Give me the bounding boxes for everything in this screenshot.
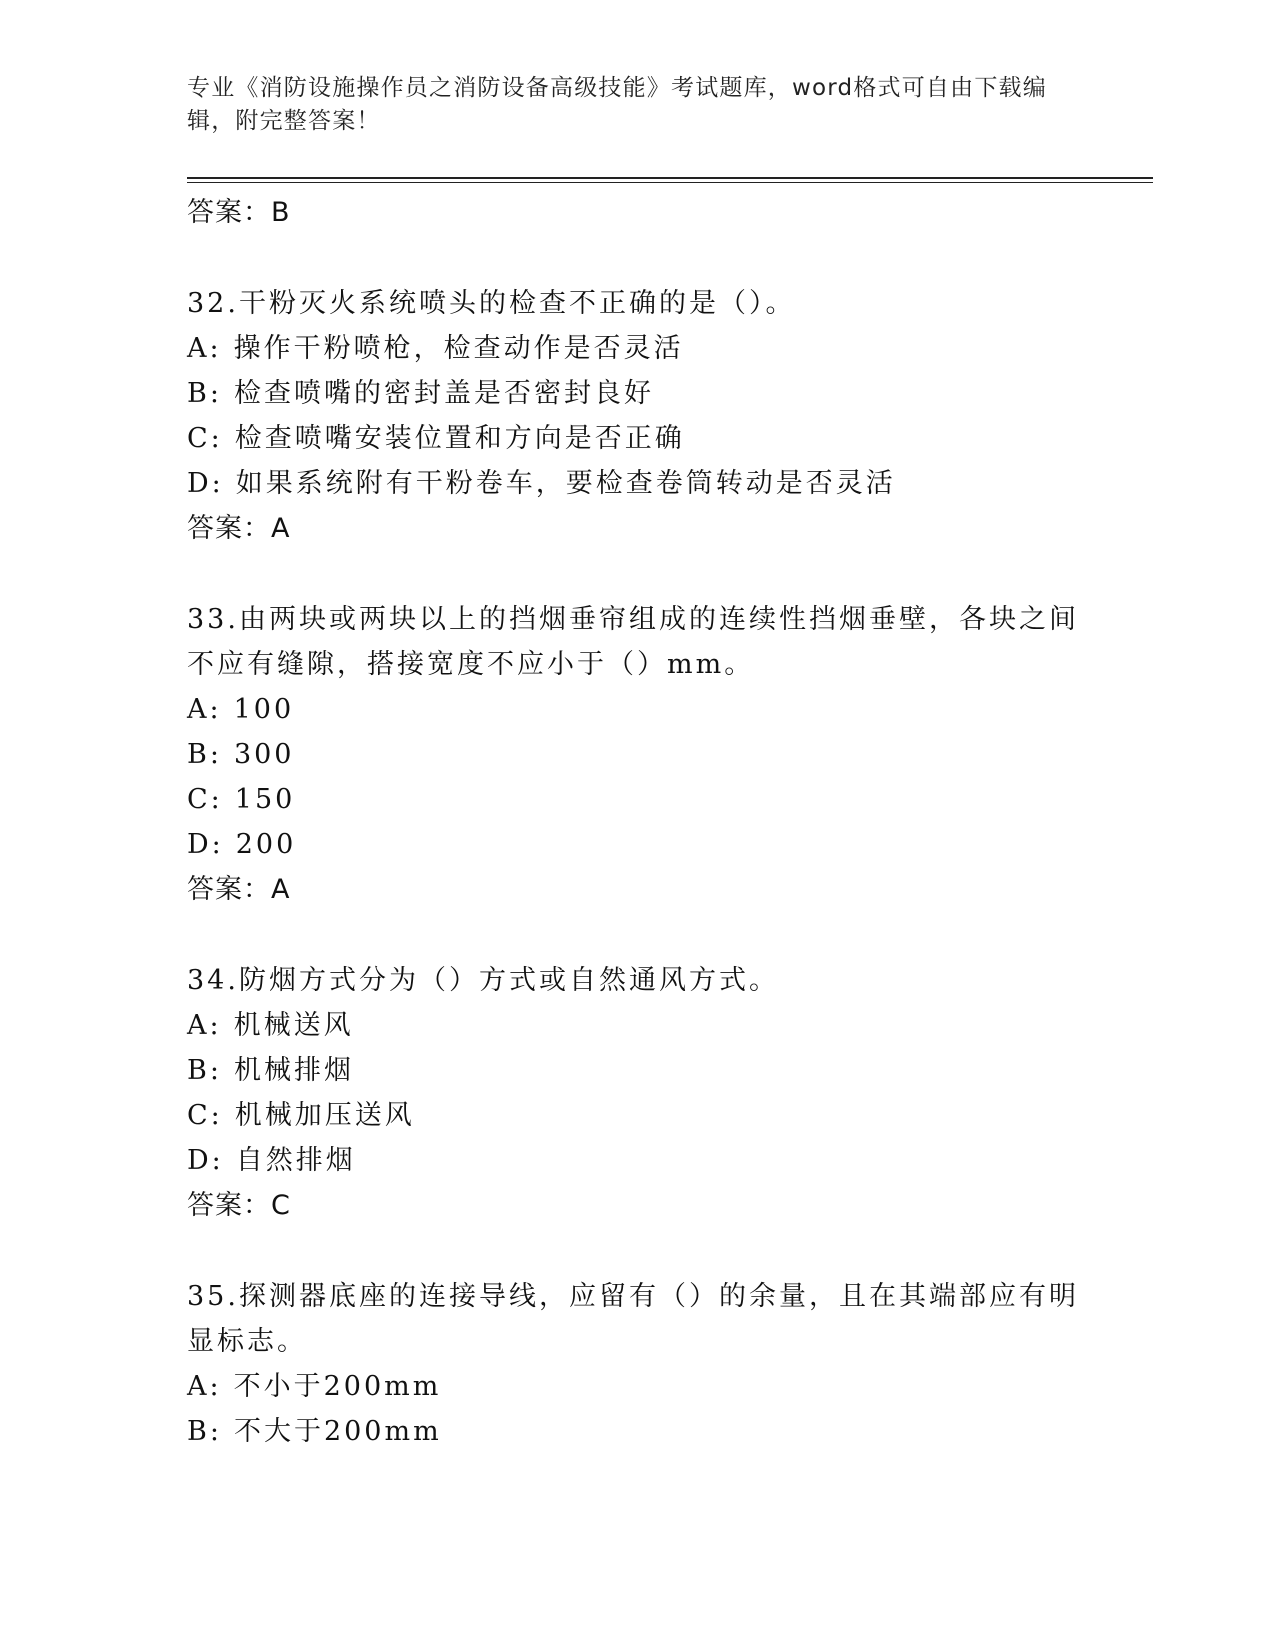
question-text (187, 1274, 1087, 1364)
option-text: 200 (235, 829, 297, 860)
option-c (187, 1093, 1087, 1138)
spacer (187, 912, 1087, 958)
option-text: 150 (234, 784, 296, 815)
option-text: 检查喷嘴安装位置和方向是否正确 (234, 423, 685, 454)
option-label: D: (187, 1145, 224, 1176)
question-text (187, 958, 1087, 1003)
option-label: A: (187, 1371, 222, 1402)
option-text: 机械加压送风 (234, 1100, 415, 1131)
question-body: 干粉灭火系统喷头的检查不正确的是（）。 (238, 288, 796, 319)
question-34 (187, 958, 1087, 1228)
option-label: A: (187, 1010, 222, 1041)
option-text: 100 (233, 694, 295, 725)
header-divider-thick (187, 177, 1153, 179)
question-number: 34. (187, 965, 239, 996)
option-label: A: (187, 333, 222, 364)
option-text: 300 (233, 739, 295, 770)
option-b (187, 1048, 1087, 1093)
option-text: 不小于200mm (233, 1371, 442, 1402)
option-a (187, 326, 1087, 371)
option-label: B: (187, 1416, 222, 1447)
previous-answer: 答案：B (187, 197, 291, 228)
option-text: 检查喷嘴的密封盖是否密封良好 (233, 378, 654, 409)
answer: 答案：C (187, 1190, 291, 1221)
question-number: 33. (187, 604, 239, 635)
option-a (187, 1003, 1087, 1048)
option-label: B: (187, 378, 222, 409)
option-d (187, 822, 1087, 867)
spacer (187, 551, 1087, 597)
option-label: A: (187, 694, 222, 725)
option-text: 自然排烟 (235, 1145, 356, 1176)
question-33 (187, 597, 1087, 912)
question-text (187, 597, 1087, 687)
option-c (187, 777, 1087, 822)
question-body: 探测器底座的连接导线，应留有（）的余量，且在其端部应有明显标志。 (187, 1281, 1079, 1357)
option-b (187, 1409, 1087, 1454)
question-35 (187, 1274, 1087, 1454)
question-body: 由两块或两块以上的挡烟垂帘组成的连续性挡烟垂壁，各块之间不应有缝隙，搭接宽度不应小于（）mm。 (187, 604, 1079, 680)
question-32 (187, 281, 1087, 551)
question-number: 32. (187, 288, 239, 319)
question-number: 35. (187, 1281, 239, 1312)
option-label: D: (187, 829, 224, 860)
question-list (187, 190, 1087, 1454)
header-divider-thin (187, 182, 1153, 183)
answer: 答案：A (187, 513, 291, 544)
option-text: 不大于200mm (233, 1416, 442, 1447)
option-label: C: (187, 423, 223, 454)
option-b (187, 732, 1087, 777)
option-d (187, 1138, 1087, 1183)
document-header: 专业《消防设施操作员之消防设备高级技能》考试题库，word格式可自由下载编辑，附完整答案！ (187, 75, 1047, 134)
option-text: 如果系统附有干粉卷车，要检查卷筒转动是否灵活 (235, 468, 896, 499)
option-label: B: (187, 739, 222, 770)
option-c (187, 416, 1087, 461)
option-label: C: (187, 784, 223, 815)
question-text (187, 281, 1087, 326)
option-label: C: (187, 1100, 223, 1131)
spacer (187, 235, 1087, 281)
spacer (187, 1228, 1087, 1274)
option-b (187, 371, 1087, 416)
option-text: 机械送风 (233, 1010, 354, 1041)
option-label: B: (187, 1055, 222, 1086)
option-d (187, 461, 1087, 506)
option-label: D: (187, 468, 224, 499)
option-a (187, 687, 1087, 732)
option-text: 机械排烟 (233, 1055, 354, 1086)
option-text: 操作干粉喷枪，检查动作是否灵活 (233, 333, 684, 364)
option-a (187, 1364, 1087, 1409)
answer: 答案：A (187, 874, 291, 905)
question-body: 防烟方式分为（）方式或自然通风方式。 (238, 965, 779, 996)
